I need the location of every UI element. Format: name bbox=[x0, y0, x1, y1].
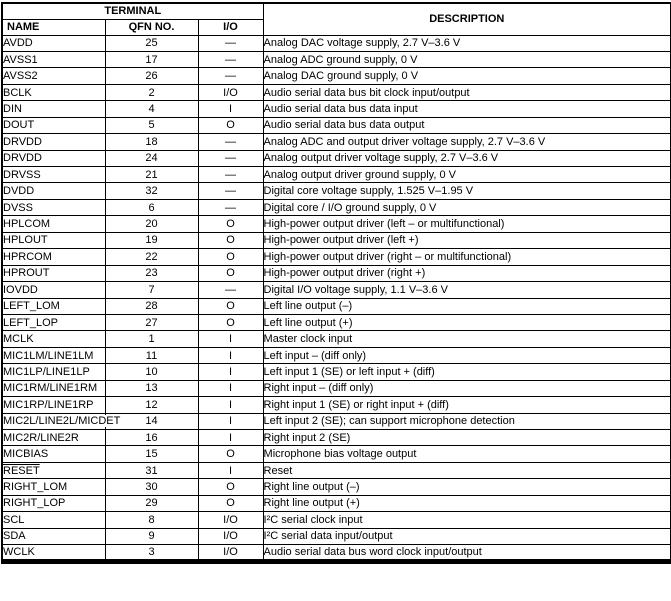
description-cell: Left line output (+) bbox=[263, 314, 671, 330]
description-cell: Digital core / I/O ground supply, 0 V bbox=[263, 199, 671, 215]
terminal-name-cell bbox=[2, 167, 105, 183]
qfn-number-cell: 31 bbox=[105, 462, 198, 478]
terminal-name: DVDD bbox=[3, 185, 35, 198]
io-cell: I bbox=[198, 413, 263, 429]
terminal-name-cell bbox=[2, 495, 105, 511]
terminal-name: DRVDD bbox=[3, 135, 42, 148]
description-cell: Master clock input bbox=[263, 331, 671, 347]
qfn-number-cell: 24 bbox=[105, 150, 198, 166]
qfn-number-cell: 15 bbox=[105, 446, 198, 462]
qfn-number-cell: 27 bbox=[105, 314, 198, 330]
io-cell: I/O bbox=[198, 528, 263, 544]
io-cell: I bbox=[198, 364, 263, 380]
description-cell: Right input 1 (SE) or right input + (diff) bbox=[263, 397, 671, 413]
terminal-name-cell bbox=[2, 68, 105, 84]
io-cell: — bbox=[198, 68, 263, 84]
description-cell: Audio serial data bus data input bbox=[263, 101, 671, 117]
io-cell: — bbox=[198, 150, 263, 166]
qfn-number-cell: 3 bbox=[105, 545, 198, 561]
terminal-name: RESET bbox=[3, 464, 40, 477]
qfn-number-cell: 29 bbox=[105, 495, 198, 511]
terminal-name: MIC2L/LINE2L/MICDET bbox=[3, 415, 121, 428]
terminal-name: RIGHT_LOP bbox=[3, 497, 66, 510]
terminal-name-cell bbox=[2, 364, 105, 380]
io-cell: I bbox=[198, 380, 263, 396]
qfn-number-cell: 16 bbox=[105, 430, 198, 446]
io-cell: — bbox=[198, 199, 263, 215]
description-cell: Microphone bias voltage output bbox=[263, 446, 671, 462]
terminal-row bbox=[2, 167, 671, 183]
description-cell: Digital core voltage supply, 1.525 V–1.95 V bbox=[263, 183, 671, 199]
description-cell: I²C serial data input/output bbox=[263, 528, 671, 544]
io-column-header: I/O bbox=[198, 19, 263, 35]
terminal-row bbox=[2, 183, 671, 199]
terminal-name-cell bbox=[2, 397, 105, 413]
terminal-name: AVSS1 bbox=[3, 53, 38, 66]
qfn-number-cell: 20 bbox=[105, 216, 198, 232]
qfn-number-cell: 12 bbox=[105, 397, 198, 413]
description-cell: Analog DAC ground supply, 0 V bbox=[263, 68, 671, 84]
table-header bbox=[2, 3, 671, 35]
terminal-row bbox=[2, 364, 671, 380]
terminal-name: HPROUT bbox=[3, 267, 50, 280]
terminal-name: AVSS2 bbox=[3, 70, 38, 83]
description-cell: Analog ADC ground supply, 0 V bbox=[263, 51, 671, 67]
io-cell: O bbox=[198, 249, 263, 265]
terminal-row bbox=[2, 199, 671, 215]
terminal-name-cell bbox=[2, 282, 105, 298]
io-cell: O bbox=[198, 117, 263, 133]
qfn-number-cell: 19 bbox=[105, 232, 198, 248]
terminal-name-cell bbox=[2, 232, 105, 248]
terminal-name: DIN bbox=[3, 102, 22, 115]
io-cell: — bbox=[198, 167, 263, 183]
terminal-name-cell bbox=[2, 314, 105, 330]
terminal-name-cell bbox=[2, 101, 105, 117]
terminal-name: HPLCOM bbox=[3, 218, 51, 231]
description-cell: Left input – (diff only) bbox=[263, 347, 671, 363]
qfn-number-cell: 18 bbox=[105, 134, 198, 150]
description-cell: Analog output driver ground supply, 0 V bbox=[263, 167, 671, 183]
terminal-name: MIC1LP/LINE1LP bbox=[3, 365, 90, 378]
terminal-name-cell bbox=[2, 117, 105, 133]
terminal-row bbox=[2, 397, 671, 413]
terminal-name: MIC1RP/LINE1RP bbox=[3, 398, 94, 411]
qfn-number-cell: 32 bbox=[105, 183, 198, 199]
terminal-row bbox=[2, 117, 671, 133]
description-cell: Analog ADC and output driver voltage supply, 2.7 V–3.6 V bbox=[263, 134, 671, 150]
terminal-row bbox=[2, 282, 671, 298]
terminal-name-cell bbox=[2, 347, 105, 363]
io-cell: — bbox=[198, 134, 263, 150]
qfn-number-cell: 22 bbox=[105, 249, 198, 265]
io-cell: I bbox=[198, 462, 263, 478]
terminal-name-cell bbox=[2, 380, 105, 396]
terminal-row bbox=[2, 232, 671, 248]
terminal-name: RIGHT_LOM bbox=[3, 481, 68, 494]
terminal-name: MIC1LM/LINE1LM bbox=[3, 349, 94, 362]
terminal-name-cell bbox=[2, 545, 105, 561]
terminal-name-cell bbox=[2, 150, 105, 166]
description-cell: Audio serial data bus word clock input/output bbox=[263, 545, 671, 561]
io-cell: — bbox=[198, 282, 263, 298]
terminal-name: MCLK bbox=[3, 333, 34, 346]
terminal-name-cell bbox=[2, 51, 105, 67]
io-cell: O bbox=[198, 314, 263, 330]
qfn-number-cell: 7 bbox=[105, 282, 198, 298]
io-cell: I/O bbox=[198, 545, 263, 561]
io-cell: O bbox=[198, 232, 263, 248]
terminal-name-cell bbox=[2, 462, 105, 478]
terminal-name: SDA bbox=[3, 530, 26, 543]
terminal-name: HPRCOM bbox=[3, 250, 52, 263]
io-cell: O bbox=[198, 495, 263, 511]
terminal-row bbox=[2, 150, 671, 166]
io-cell: I/O bbox=[198, 512, 263, 528]
terminal-row bbox=[2, 101, 671, 117]
terminal-name: DRVDD bbox=[3, 152, 42, 165]
io-cell: I bbox=[198, 347, 263, 363]
description-cell: Analog output driver voltage supply, 2.7 V–3.6 V bbox=[263, 150, 671, 166]
terminal-row bbox=[2, 265, 671, 281]
name-column-header: NAME bbox=[2, 19, 105, 35]
description-cell: High-power output driver (right +) bbox=[263, 265, 671, 281]
qfn-number-cell: 11 bbox=[105, 347, 198, 363]
qfn-number-cell: 13 bbox=[105, 380, 198, 396]
terminal-row bbox=[2, 380, 671, 396]
terminal-row bbox=[2, 479, 671, 495]
terminal-row bbox=[2, 249, 671, 265]
qfn-number-cell: 14 bbox=[105, 413, 198, 429]
qfn-number-cell: 6 bbox=[105, 199, 198, 215]
io-cell: I/O bbox=[198, 84, 263, 100]
terminal-name-cell bbox=[2, 183, 105, 199]
description-cell: Reset bbox=[263, 462, 671, 478]
io-cell: O bbox=[198, 298, 263, 314]
group-header-row bbox=[2, 3, 671, 19]
terminal-row bbox=[2, 51, 671, 67]
io-cell: O bbox=[198, 479, 263, 495]
qfn-number-cell: 23 bbox=[105, 265, 198, 281]
description-cell: High-power output driver (right – or multifunctional) bbox=[263, 249, 671, 265]
terminal-row bbox=[2, 35, 671, 51]
terminal-name: MICBIAS bbox=[3, 448, 49, 461]
description-cell: Analog DAC voltage supply, 2.7 V–3.6 V bbox=[263, 35, 671, 51]
terminal-row bbox=[2, 68, 671, 84]
description-cell: Right input – (diff only) bbox=[263, 380, 671, 396]
qfn-number-cell: 28 bbox=[105, 298, 198, 314]
terminal-row bbox=[2, 331, 671, 347]
qfn-number-cell: 10 bbox=[105, 364, 198, 380]
terminal-name: SCL bbox=[3, 513, 25, 526]
terminal-name-cell bbox=[2, 199, 105, 215]
terminal-row bbox=[2, 298, 671, 314]
terminal-name: WCLK bbox=[3, 545, 35, 558]
description-cell: High-power output driver (left +) bbox=[263, 232, 671, 248]
terminal-row bbox=[2, 446, 671, 462]
terminal-name-cell bbox=[2, 84, 105, 100]
description-cell: High-power output driver (left – or multifunctional) bbox=[263, 216, 671, 232]
description-column-header: DESCRIPTION bbox=[263, 3, 671, 35]
io-cell: — bbox=[198, 51, 263, 67]
terminal-name-cell bbox=[2, 35, 105, 51]
terminal-name-cell bbox=[2, 249, 105, 265]
io-cell: O bbox=[198, 446, 263, 462]
qfn-number-cell: 1 bbox=[105, 331, 198, 347]
io-cell: O bbox=[198, 216, 263, 232]
description-cell: Right input 2 (SE) bbox=[263, 430, 671, 446]
terminal-row bbox=[2, 545, 671, 561]
terminal-name-cell bbox=[2, 413, 121, 429]
terminal-name-cell bbox=[2, 331, 105, 347]
terminal-name-cell bbox=[2, 479, 105, 495]
description-cell: Right line output (+) bbox=[263, 495, 671, 511]
qfn-number-cell: 26 bbox=[105, 68, 198, 84]
qfn-number-cell: 25 bbox=[105, 35, 198, 51]
io-cell: I bbox=[198, 101, 263, 117]
qfn-number-cell: 8 bbox=[105, 512, 198, 528]
qfn-number-cell: 30 bbox=[105, 479, 198, 495]
io-cell: I bbox=[198, 331, 263, 347]
terminal-name: DOUT bbox=[3, 119, 35, 132]
io-cell: — bbox=[198, 183, 263, 199]
description-cell: Audio serial data bus bit clock input/output bbox=[263, 84, 671, 100]
terminal-name: DVSS bbox=[3, 201, 33, 214]
qfn-number-cell: 5 bbox=[105, 117, 198, 133]
terminal-row bbox=[2, 134, 671, 150]
terminal-name-cell bbox=[2, 430, 105, 446]
terminal-name: IOVDD bbox=[3, 283, 38, 296]
terminal-group-header: TERMINAL bbox=[2, 3, 263, 19]
io-cell: I bbox=[198, 430, 263, 446]
qfn-number-cell: 9 bbox=[105, 528, 198, 544]
qfn-number-cell: 21 bbox=[105, 167, 198, 183]
io-cell: I bbox=[198, 397, 263, 413]
terminal-name-cell bbox=[2, 265, 105, 281]
terminal-row bbox=[2, 314, 671, 330]
qfn-column-header: QFN NO. bbox=[105, 19, 198, 35]
terminal-name: MIC2R/LINE2R bbox=[3, 431, 79, 444]
description-cell: Left input 1 (SE) or left input + (diff) bbox=[263, 364, 671, 380]
terminal-name: BCLK bbox=[3, 86, 32, 99]
terminal-row bbox=[2, 512, 671, 528]
qfn-number-cell: 4 bbox=[105, 101, 198, 117]
io-cell: O bbox=[198, 265, 263, 281]
description-cell: Audio serial data bus data output bbox=[263, 117, 671, 133]
terminal-row bbox=[2, 430, 671, 446]
terminal-name-cell bbox=[2, 512, 105, 528]
terminal-row bbox=[2, 462, 671, 478]
terminal-name: LEFT_LOM bbox=[3, 300, 60, 313]
terminal-name-cell bbox=[2, 298, 105, 314]
terminal-name: HPLOUT bbox=[3, 234, 48, 247]
terminal-name: AVDD bbox=[3, 37, 33, 50]
terminal-functions-table bbox=[1, 2, 671, 564]
io-cell: — bbox=[198, 35, 263, 51]
terminal-row bbox=[2, 495, 671, 511]
table-body bbox=[2, 35, 671, 561]
terminal-row bbox=[2, 413, 671, 429]
terminal-name-cell bbox=[2, 446, 105, 462]
terminal-row bbox=[2, 216, 671, 232]
description-cell: Right line output (–) bbox=[263, 479, 671, 495]
terminal-name: MIC1RM/LINE1RM bbox=[3, 382, 98, 395]
terminal-row bbox=[2, 84, 671, 100]
description-cell: Left input 2 (SE); can support microphone detection bbox=[263, 413, 671, 429]
qfn-number-cell: 17 bbox=[105, 51, 198, 67]
terminal-row bbox=[2, 347, 671, 363]
description-cell: Digital I/O voltage supply, 1.1 V–3.6 V bbox=[263, 282, 671, 298]
terminal-name-cell bbox=[2, 216, 105, 232]
terminal-name: DRVSS bbox=[3, 168, 41, 181]
description-cell: I²C serial clock input bbox=[263, 512, 671, 528]
description-cell: Left line output (–) bbox=[263, 298, 671, 314]
terminal-row bbox=[2, 528, 671, 544]
terminal-name-cell bbox=[2, 134, 105, 150]
qfn-number-cell: 2 bbox=[105, 84, 198, 100]
terminal-name-cell bbox=[2, 528, 105, 544]
terminal-name: LEFT_LOP bbox=[3, 316, 59, 329]
